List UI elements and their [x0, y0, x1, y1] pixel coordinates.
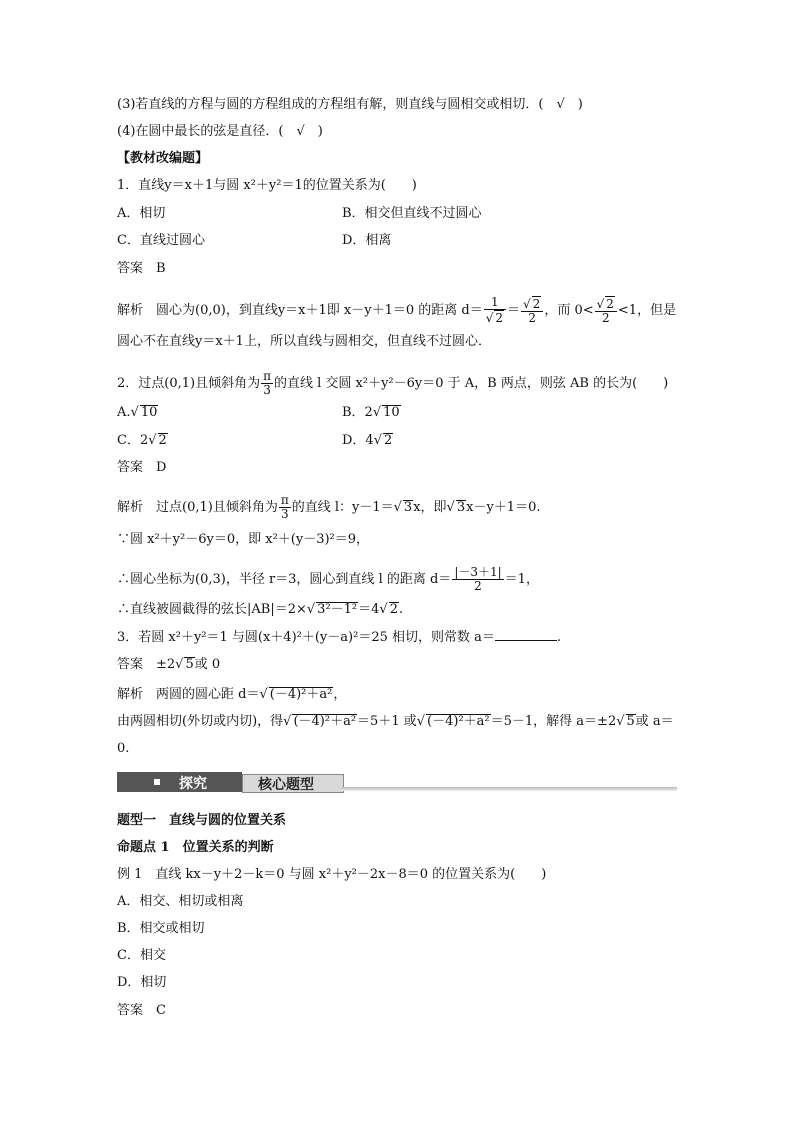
q2-step-1: ∵圆 x²＋y²－6y＝0，即 x²＋(y－3)²＝9，: [117, 532, 370, 547]
sqrt-radicand: 3²－1²: [317, 602, 358, 617]
root-fraction: $\frac{√ 2}{2}$: [595, 296, 617, 325]
option-label: A.: [117, 405, 131, 420]
q2-step-2: [117, 566, 539, 593]
q2-text: 的直线 l 交圆 x²＋y²－6y＝0 于 A，B 两点，则弦 AB 的长为( ): [273, 376, 669, 391]
option-label: C．2: [117, 433, 149, 448]
ex1-answer: 答案 C: [117, 1003, 166, 1018]
statement-4: (4)在圆中最长的弦是直径．( √ ): [117, 124, 323, 139]
pi-fraction: [261, 370, 273, 397]
example-1: 例 1 直线 kx－y＋2－k＝0 与圆 x²＋y²－2x－8＝0 的位置关系为( ): [117, 867, 547, 882]
question-1: 1．直线y＝x＋1与圆 x²＋y²＝1的位置关系为( ): [117, 178, 417, 193]
q1-exp-text: 解析 圆心为(0,0)，到直线y＝x＋1即 x－y＋1＝0 的距离 d＝: [117, 303, 483, 318]
sqrt-radicand: 5: [185, 657, 194, 672]
statement-3: (3)若直线的方程与圆的方程组成的方程组有解，则直线与圆相交或相切．( √ ): [117, 97, 583, 112]
q1-explanation-2: 圆心不在直线y＝x＋1上，所以直线与圆相交，但直线不过圆心．: [117, 334, 491, 349]
banner-rule: [342, 787, 677, 791]
q1-exp-text: <1，但是: [617, 303, 677, 318]
sqrt-radicand: 5: [626, 714, 635, 729]
sqrt-radicand: 3: [456, 500, 466, 515]
q2-exp-text: x－y＋1＝0.: [466, 500, 541, 515]
q2-option-d: D．4√ 2: [342, 433, 393, 448]
frac-numerator: 1: [484, 296, 506, 310]
section-banner: [117, 772, 677, 794]
q2-exp-text: x，即: [413, 500, 447, 515]
banner-label-explore: 探究: [179, 776, 207, 792]
distance-fraction: $\frac{1}{√ 2}$: [484, 296, 506, 325]
question-3: [117, 628, 561, 647]
q2-step-text: ∴直线被圆截得的弦长|AB|＝2×: [117, 602, 307, 617]
q3-step-1: 由两圆相切(外切或内切)，得√ (－4)²＋a²＝5＋1 或√ (－4)²＋a²＝5－1，解得 a＝±2√ 5或 a＝: [117, 714, 674, 729]
q3-exp-text: ，: [333, 687, 347, 702]
q2-option-b: B．2√ 10: [342, 405, 400, 420]
ex1-option-a: A．相交、相切或相离: [117, 894, 244, 909]
root-fraction: $\frac{√ 2}{2}$: [521, 296, 543, 325]
q3-step-text: 由两圆相切(外切或内切)，得: [117, 714, 284, 729]
q1-option-d: D．相离: [342, 233, 392, 248]
q2-step-text: ∴圆心坐标为(0,3)，半径 r＝3，圆心到直线 l 的距离 d＝: [117, 572, 452, 587]
square-bullet-icon: [154, 779, 160, 785]
q2-step-3: ∴直线被圆截得的弦长|AB|＝2×√ 3²－1²＝4√ 2.: [117, 602, 404, 617]
q2-option-a: A.√ 10: [117, 405, 158, 420]
ex1-option-c: C．相交: [117, 948, 166, 963]
q3-text: .: [556, 630, 562, 645]
q3-step-text: 或 a＝: [635, 714, 674, 729]
option-label: D．4: [342, 433, 374, 448]
ex1-option-b: B．相交或相切: [117, 921, 205, 936]
q1-option-b: B．相交但直线不过圆心: [342, 206, 482, 221]
q3-answer-text: 或 0: [194, 657, 221, 672]
q3-answer-text: 答案 ±2: [117, 657, 176, 672]
frac-denominator: 3: [263, 383, 271, 397]
sqrt-radicand: 2: [158, 433, 167, 448]
q2-step-text: ＝1，: [504, 572, 539, 587]
q2-step-text: .: [399, 602, 404, 617]
q2-text: 2．过点(0,1)且倾斜角为: [117, 376, 261, 391]
q1-answer: 答案 B: [117, 261, 166, 276]
sqrt-radicand: (－4)²＋a²: [269, 687, 333, 702]
frac-denominator: 2: [528, 311, 536, 325]
pi-fraction: [279, 494, 291, 521]
ex1-option-d: D．相切: [117, 975, 167, 990]
q1-option-a: A．相切: [117, 206, 166, 221]
question-2: [117, 370, 668, 397]
option-label: B．2: [342, 405, 373, 420]
q2-answer: 答案 D: [117, 460, 167, 475]
answer-blank: [495, 628, 557, 641]
sqrt-radicand: 2: [389, 602, 398, 617]
sqrt-radicand: 2: [384, 433, 393, 448]
q3-step-text: ＝5－1，解得 a＝±2: [490, 714, 617, 729]
point-heading: 命题点 1 位置关系的判断: [117, 840, 274, 855]
q1-explanation: 解析 圆心为(0,0)，到直线y＝x＋1即 x－y＋1＝0 的距离 d＝ $\frac{1}{√ 2}$ ＝ $\frac{√ 2}{2}$ ，而 0< $\frac{√ 2}{2}$ <1，但是: [117, 295, 677, 325]
q3-answer: 答案 ±2√ 5或 0: [117, 657, 221, 672]
frac-numerator: π: [263, 369, 271, 383]
frac-denominator: 2: [474, 579, 482, 593]
q2-exp-text: 的直线 l：y－1＝: [291, 500, 394, 515]
sqrt-radicand: 3: [403, 500, 413, 515]
q2-explanation: 解析 过点(0,1)且倾斜角为 $\frac{\pi}{3}$ 的直线 l：y－1＝√ 3x，即√ 3x－y＋1＝0.: [117, 493, 541, 521]
textbook-tag: 【教材改编题】: [117, 151, 209, 166]
sqrt-radicand: (－4)²＋a²: [427, 714, 490, 729]
frac-denominator: 3: [280, 507, 289, 521]
sqrt-radicand: 10: [140, 405, 158, 420]
sqrt-radicand: 2: [606, 297, 614, 311]
q1-exp-text: ，而 0<: [544, 303, 594, 318]
banner-label-core: 核心题型: [258, 777, 314, 793]
frac-numerator: π: [280, 493, 289, 507]
q2-option-c: C．2√ 2: [117, 433, 167, 448]
sqrt-radicand: 2: [495, 311, 503, 325]
sqrt-radicand: 10: [383, 405, 400, 420]
q3-explanation: 解析 两圆的圆心距 d＝√ (－4)²＋a²，: [117, 687, 347, 702]
q3-text: 3．若圆 x²＋y²＝1 与圆(x＋4)²＋(y－a)²＝25 相切，则常数 a＝: [117, 630, 495, 645]
sqrt-radicand: (－4)²＋a²: [293, 714, 357, 729]
q3-exp-text: 解析 两圆的圆心距 d＝: [117, 687, 260, 702]
sqrt-radicand: 2: [532, 297, 541, 311]
q2-step-text: ＝4: [358, 602, 380, 617]
q3-step-2: 0.: [117, 741, 130, 756]
frac-numerator: |－3＋1|: [454, 565, 502, 579]
distance-fraction: [452, 566, 503, 593]
q2-exp-text: 解析 过点(0,1)且倾斜角为: [117, 500, 278, 515]
q1-option-c: C．直线过圆心: [117, 233, 205, 248]
frac-denominator: 2: [601, 311, 610, 325]
type-heading: 题型一 直线与圆的位置关系: [117, 813, 287, 828]
q3-step-text: ＝5＋1 或: [357, 714, 417, 729]
